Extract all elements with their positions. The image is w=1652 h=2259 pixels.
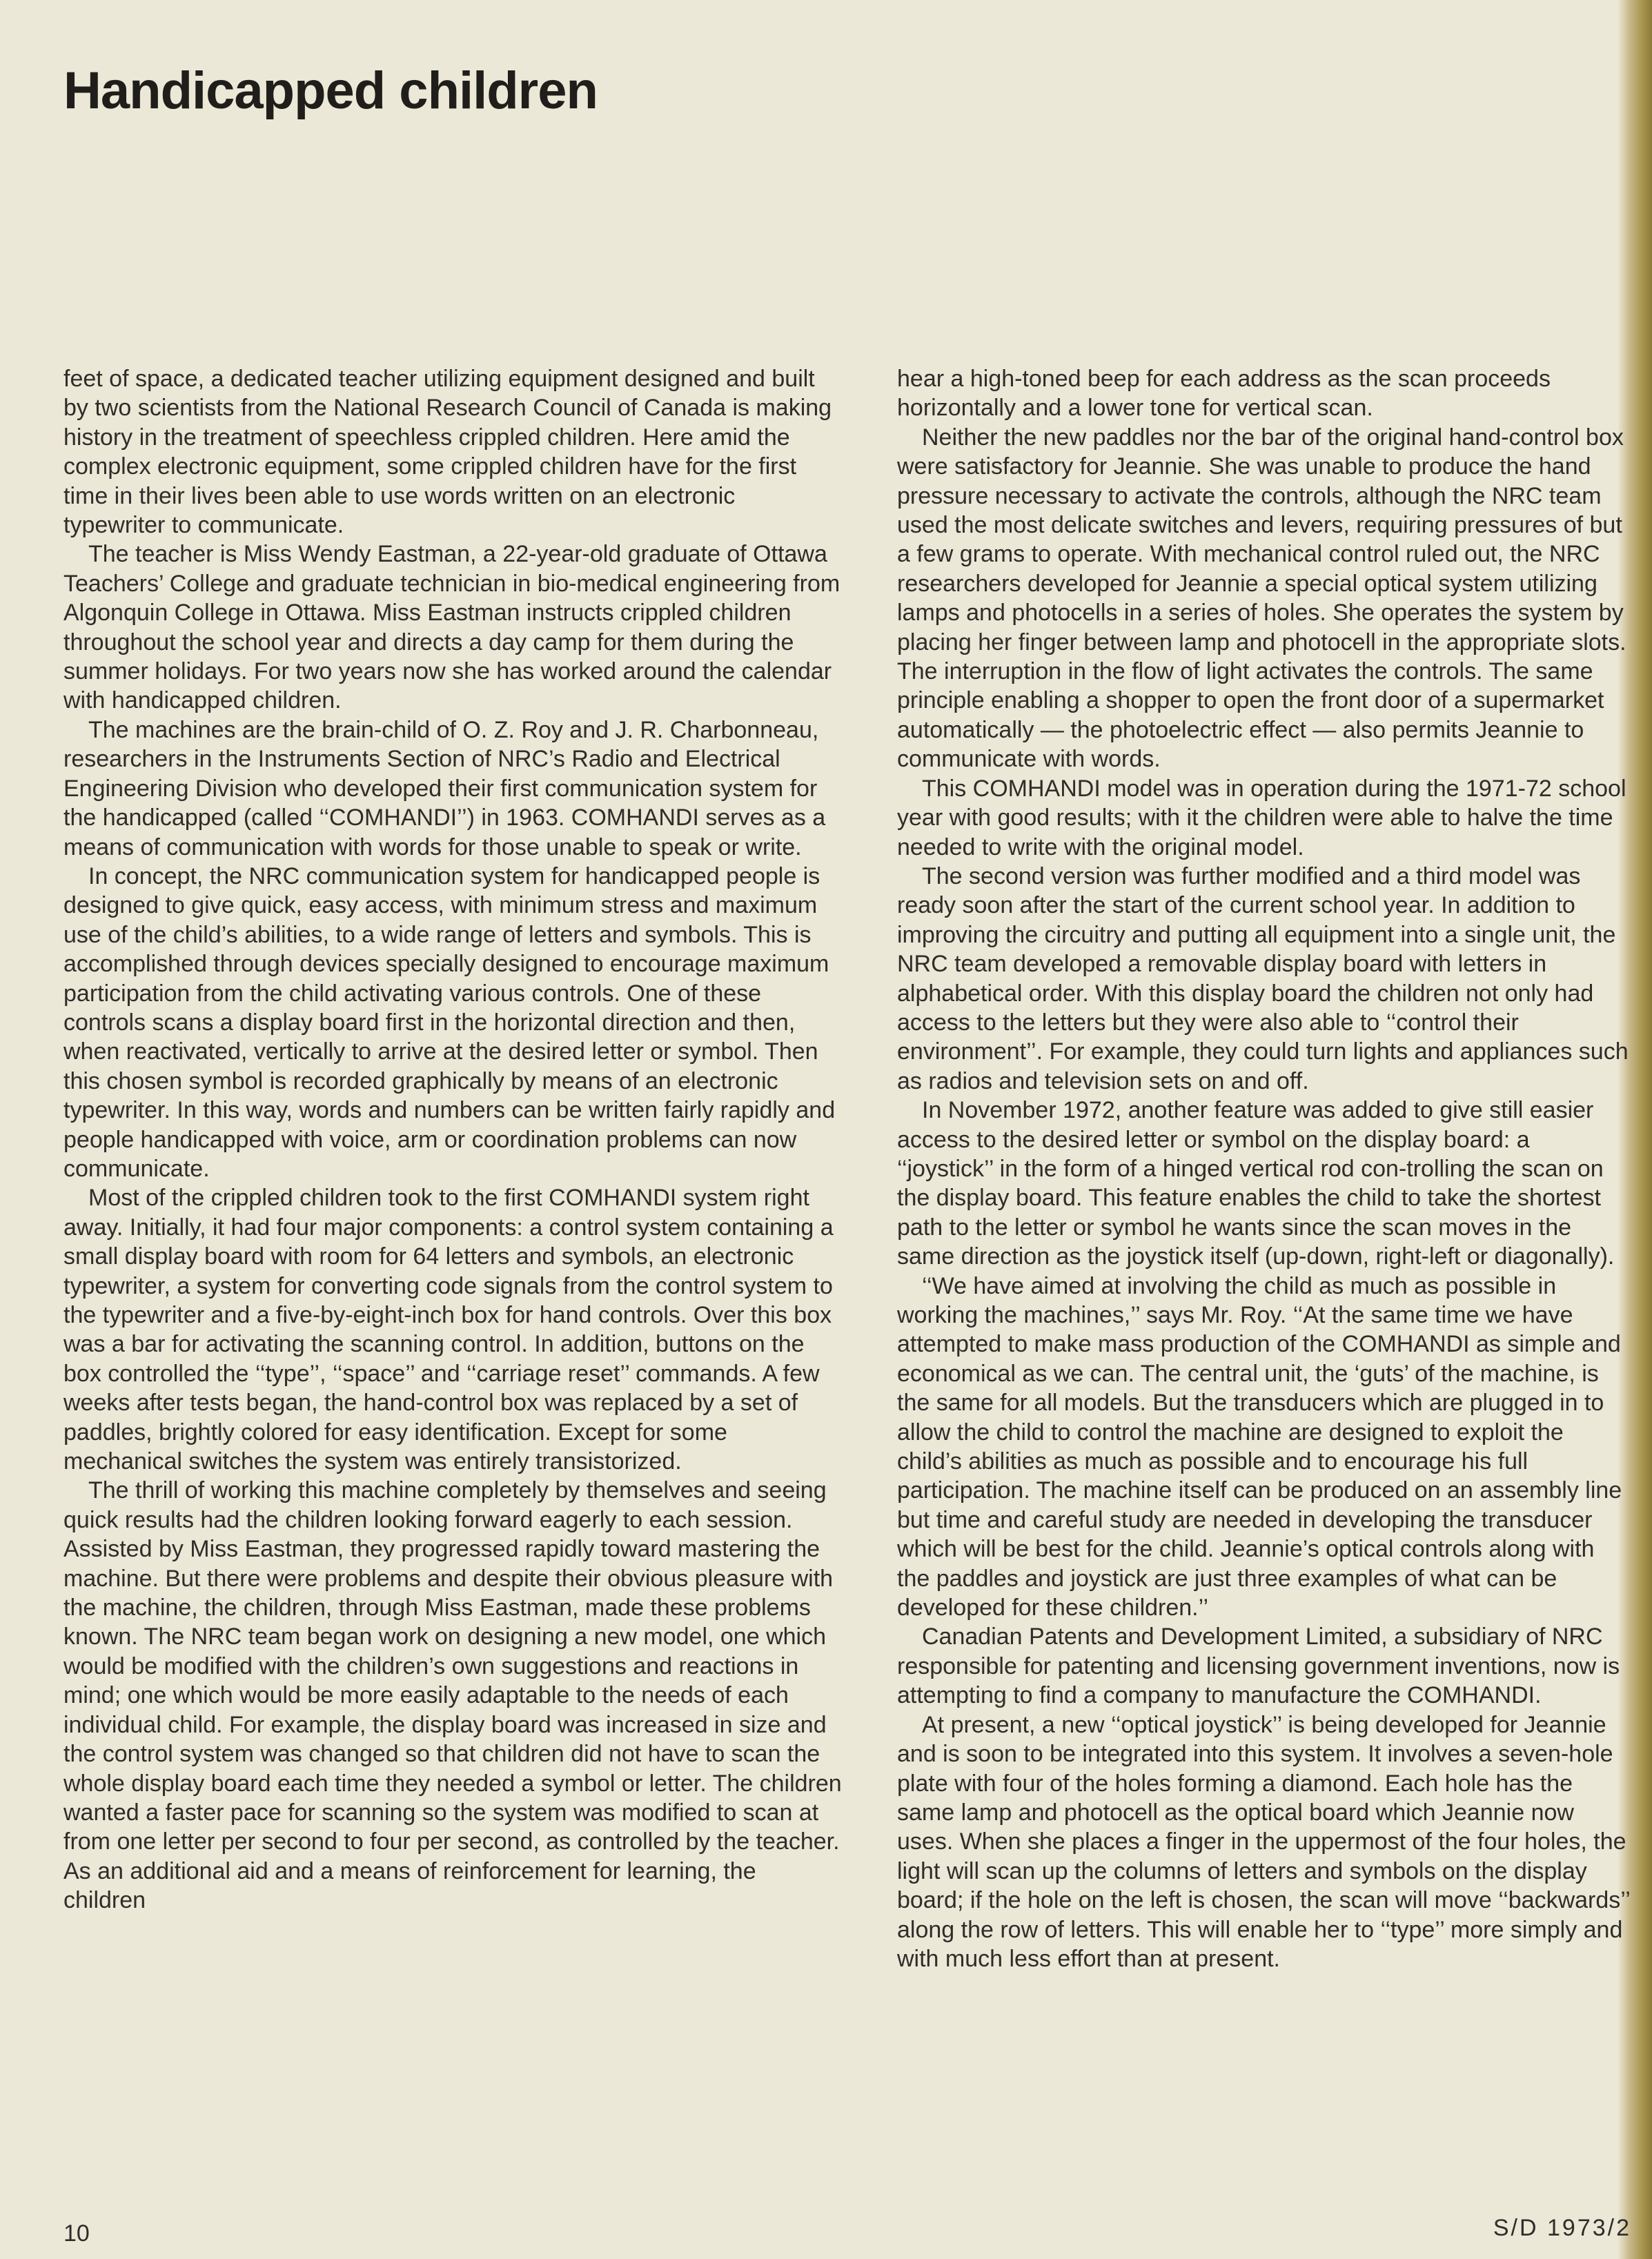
paragraph: Neither the new paddles nor the bar of the original hand-control box were satisfactory for Jeannie. She was unable to produce the hand pressure necessary to activate the controls, although the NRC team used the most delicate switches and levers, requiring pressures of but a few grams to operate. With mechanical control ruled out, the NRC researchers developed for Jeannie a special optical system utilizing lamps and photocells in a series of holes. She operates the system by placing her finger between lamp and photocell in the appropriate slots. The interruption in the flow of light activates the controls. The same principle enabling a shopper to open the front door of a supermarket automatically — the photoelectric effect — also permits Jeannie to communicate with words. [897, 424, 1626, 773]
paragraph: In concept, the NRC communication system for handicapped people is designed to give quick, easy access, with minimum stress and maximum use of the child’s abilities, to a wide range of letters and symbols. This is accomplished through devices specially designed to encourage maximum participation from the child activating various controls. One of these controls scans a display board first in the horizontal direction and then, when reactivated, vertically to arrive at the desired letter or symbol. Then this chosen symbol is recorded graphically by means of an electronic typewriter. In this way, words and numbers can be written fairly rapidly and people handicapped with voice, arm or coordination problems can now communicate. [63, 862, 836, 1182]
right-column [897, 364, 1630, 1973]
paragraph: The thrill of working this machine completely by themselves and seeing quick results had the children looking forward eagerly to each session. Assisted by Miss Eastman, they progressed rapidly toward mastering the machine. But there were problems and despite their obvious pleasure with the machine, the children, through Miss Eastman, made these problems known. The NRC team began work on designing a new model, one which would be modified with the children’s own suggestions and reactions in mind; one which would be more easily adaptable to the needs of each individual child. For example, the display board was increased in size and the control system was changed so that children did not have to scan the whole display board each time they needed a symbol or letter. The children wanted a faster pace for scanning so the system was modified to scan at from one letter per second to four per second, as controlled by the teacher. As an additional aid and a means of reinforcement for learning, the children [63, 1477, 842, 1914]
paragraph: This COMHANDI model was in operation during the 1971-72 school year with good results; with it the children were able to halve the time needed to write with the original model. [897, 775, 1626, 860]
page-number: 10 [63, 2220, 90, 2247]
paragraph: In November 1972, another feature was added to give still easier access to the desired letter or symbol on the display board: a ‘‘joystick’’ in the form of a hinged vertical rod con-trolling the scan on the display board. This feature enables the child to take the shortest path to the letter or symbol he wants since the scan moves in the same direction as the joystick itself (up-down, right-left or diagonally). [897, 1097, 1615, 1270]
paragraph: Most of the crippled children took to the first COMHANDI system right away. Initially, it had four major components: a control system containing a small display board with room for 64 letters and symbols, an electronic typewriter, a system for converting code signals from the control system to the typewriter and a five-by-eight-inch box for hand controls. Over this box was a bar for activating the scanning control. In addition, buttons on the box controlled the ‘‘type’’, ‘‘space’’ and ‘‘carriage reset’’ commands. A few weeks after tests began, the hand-control box was replaced by a set of paddles, brightly colored for easy identification. Except for some mechanical switches the system was entirely transistorized. [63, 1185, 834, 1475]
paragraph: ‘‘We have aimed at involving the child as much as possible in working the machines,’’ says Mr. Roy. ‘‘At the same time we have attempted to make mass production of the COMHANDI as simple and economical as we can. The central unit, the ‘guts’ of the machine, is the same for all models. But the transducers which are plugged in to allow the child to control the machine are designed to exploit the child’s abilities as much as possible and to encourage his full participation. The machine itself can be produced on an assembly line but time and careful study are needed in developing the transducer which will be best for the child. Jeannie’s optical controls along with the paddles and joystick are just three examples of what can be developed for these children.’’ [897, 1272, 1622, 1621]
paragraph: hear a high-toned beep for each address as the scan proceeds horizontally and a lower tone for vertical scan. [897, 366, 1551, 422]
paragraph: Canadian Patents and Development Limited, a subsidiary of NRC responsible for patenting and licensing government inventions, now is attempting to find a company to manufacture the COMHANDI. [897, 1624, 1620, 1709]
issue-label: S/D 1973/2 [1493, 2215, 1631, 2241]
paragraph: The teacher is Miss Wendy Eastman, a 22-year-old graduate of Ottawa Teachers’ College and graduate technician in bio-medical engineering from Algonquin College in Ottawa. Miss Eastman instructs crippled children throughout the school year and directs a day camp for them during the summer holidays. For two years now she has worked around the calendar with handicapped children. [63, 541, 840, 714]
left-column [63, 364, 843, 1915]
paragraph: feet of space, a dedicated teacher utilizing equipment designed and built by two scientists from the National Research Council of Canada is making history in the treatment of speechless crippled children. Here amid the complex electronic equipment, some crippled children have for the first time in their lives been able to use words written on an electronic typewriter to communicate. [63, 366, 832, 539]
paragraph: The second version was further modified and a third model was ready soon after the start of the current school year. In addition to improving the circuitry and putting all equipment into a single unit, the NRC team developed a removable display board with letters in alphabetical order. With this display board the children not only had access to the letters but they were also able to ‘‘control their environment’’. For example, they could turn lights and appliances such as radios and television sets on and off. [897, 862, 1629, 1094]
article-title: Handicapped children [63, 61, 598, 120]
paragraph: The machines are the brain-child of O. Z. Roy and J. R. Charbonneau, researchers in the Instruments Section of NRC’s Radio and Electrical Engineering Division who developed their first communication system for the handicapped (called ‘‘COMHANDI’’) in 1963. COMHANDI serves as a means of communication with words for those unable to speak or write. [63, 716, 826, 860]
paragraph: At present, a new ‘‘optical joystick’’ is being developed for Jeannie and is soon to be integrated into this system. It involves a seven-hole plate with four of the holes forming a diamond. Each hole has the same lamp and photocell as the optical board which Jeannie now uses. When she places a finger in the uppermost of the four holes, the light will scan up the columns of letters and symbols on the display board; if the hole on the left is chosen, the scan will move ‘‘backwards’’ along the row of letters. This will enable her to ‘‘type’’ more simply and with much less effort than at present. [897, 1711, 1630, 1972]
